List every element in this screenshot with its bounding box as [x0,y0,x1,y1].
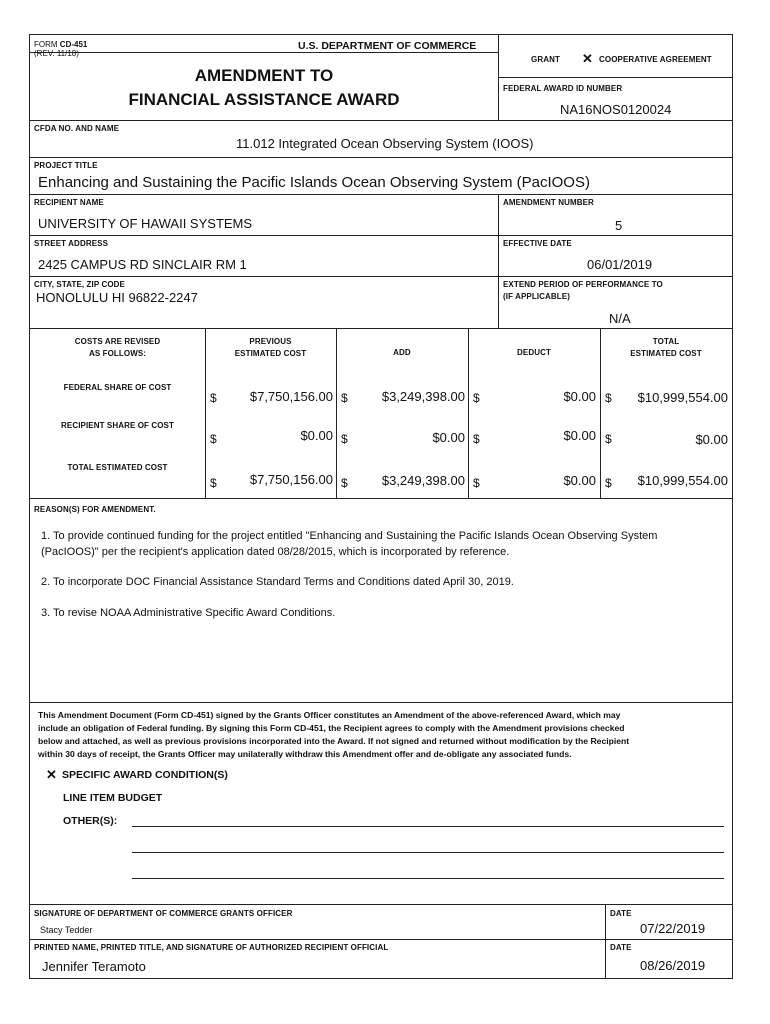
total-total[interactable]: $10,999,554.00 [637,473,728,488]
project-title-value[interactable]: Enhancing and Sustaining the Pacific Islands Ocean Observing System (PacIOOS) [38,174,590,191]
currency-sign: $ [210,391,217,405]
form-number: FORM CD-451 [34,40,88,49]
grants-officer-signature-label: SIGNATURE OF DEPARTMENT OF COMMERCE GRANTS OFFICER [34,909,293,918]
form-title-line2: FINANCIAL ASSISTANCE AWARD [128,90,400,109]
reason-3[interactable]: 3. To revise NOAA Administrative Specific Award Conditions. [41,607,336,619]
currency-sign: $ [341,432,348,446]
currency-sign: $ [473,391,480,405]
currency-sign: $ [341,391,348,405]
recipient-official-label: PRINTED NAME, PRINTED TITLE, AND SIGNATURE OF AUTHORIZED RECIPIENT OFFICIAL [34,943,389,952]
specific-conditions-checkbox-mark[interactable]: ✕ [46,767,57,782]
col-header-revised: COSTS ARE REVISED AS FOLLOWS: [74,337,161,358]
reason-2[interactable]: 2. To incorporate DOC Financial Assistance Standard Terms and Conditions dated April 30, 2019. [41,576,514,588]
col-header-add: ADD [393,348,411,357]
row-label-recipient: RECIPIENT SHARE OF COST [61,421,174,430]
currency-sign: $ [473,476,480,490]
signature-rule [30,939,732,940]
currency-sign: $ [605,432,612,446]
currency-sign: $ [341,476,348,490]
amendment-number-label: AMENDMENT NUMBER [503,198,594,207]
amendment-notice: This Amendment Document (Form CD-451) signed by the Grants Officer constitutes an Amendment of the above-referenced Award, which may include an obligation of Federal funding. By signing this Form CD-451, the Recipient agrees to comply with the Amendment provisions checked below and attached, as well as previous provisions incorporated into the Award. If not signed and returned without modification by the Recipient within 30 days of receipt, the Grants Officer may unilaterally withdraw this Amendment offer and de-obligate any associated funds. [38,710,630,759]
line-item-budget-label: LINE ITEM BUDGET [63,792,163,804]
federal-add[interactable]: $3,249,398.00 [381,389,465,404]
col-header-deduct: DEDUCT [517,348,551,357]
recipient-official-name[interactable]: Jennifer Teramoto [42,959,146,974]
total-previous[interactable]: $7,750,156.00 [249,472,333,487]
extend-period-value[interactable]: N/A [609,311,631,326]
cfda-value[interactable]: 11.012 Integrated Ocean Observing System (IOOS) [236,136,534,151]
reasons-label: REASON(S) FOR AMENDMENT. [34,505,156,514]
currency-sign: $ [473,432,480,446]
federal-total[interactable]: $10,999,554.00 [637,390,728,405]
effective-date-value[interactable]: 06/01/2019 [587,257,653,272]
row-label-federal: FEDERAL SHARE OF COST [63,383,172,392]
effective-date-label: EFFECTIVE DATE [503,239,572,248]
others-label: OTHER(S): [63,815,118,827]
cost-table-bottom-rule [30,498,732,499]
reason-1[interactable]: 1. To provide continued funding for the project entitled "Enhancing and Sustaining the Pacific Islands Ocean Observing System (PacIOOS)" per the recipient's application dated 08/28/2015, which is incorporated by reference. [41,530,658,558]
recipient-name-label: RECIPIENT NAME [34,198,104,207]
recipient-deduct[interactable]: $0.00 [563,428,596,443]
recipient-date-label: DATE [610,943,632,952]
total-add[interactable]: $3,249,398.00 [381,473,465,488]
form-title-line1: AMENDMENT TO [194,66,334,85]
recipient-add[interactable]: $0.00 [432,430,465,445]
recipient-name-value[interactable]: UNIVERSITY OF HAWAII SYSTEMS [38,216,253,231]
conditions-bottom-rule [30,904,732,905]
street-address-label: STREET ADDRESS [34,239,109,248]
currency-sign: $ [210,476,217,490]
currency-sign: $ [605,391,612,405]
reasons-bottom-rule [30,702,732,703]
currency-sign: $ [605,476,612,490]
extend-period-label: EXTEND PERIOD OF PERFORMANCE TO [503,280,663,289]
col-header-previous: PREVIOUS ESTIMATED COST [234,337,307,358]
recipient-total[interactable]: $0.00 [695,432,728,447]
street-address-value[interactable]: 2425 CAMPUS RD SINCLAIR RM 1 [38,257,247,272]
federal-deduct[interactable]: $0.00 [563,389,596,404]
award-id-label: FEDERAL AWARD ID NUMBER [503,84,623,93]
amendment-number-value[interactable]: 5 [615,218,623,233]
grant-label: GRANT [531,55,560,64]
recipient-previous[interactable]: $0.00 [300,428,333,443]
award-id-value[interactable]: NA16NOS0120024 [560,102,672,117]
cfda-label: CFDA NO. AND NAME [34,124,120,133]
others-input-line[interactable] [132,826,724,827]
header-rule [30,52,498,53]
cfda-rule [30,157,732,158]
extend-period-sublabel: (IF APPLICABLE) [503,292,570,301]
federal-previous[interactable]: $7,750,156.00 [249,389,333,404]
city-state-zip-label: CITY, STATE, ZIP CODE [34,280,125,289]
project-title-label: PROJECT TITLE [34,161,98,170]
signature-divider [605,904,606,978]
total-deduct[interactable]: $0.00 [563,473,596,488]
cooperative-checkbox-mark[interactable]: ✕ [582,51,593,66]
grants-officer-name[interactable]: Stacy Tedder [40,925,93,935]
col-header-total: TOTAL ESTIMATED COST [630,337,702,358]
currency-sign: $ [210,432,217,446]
others-input-line[interactable] [132,878,724,879]
city-state-zip-value[interactable]: HONOLULU HI 96822-2247 [36,290,198,305]
recipient-date-value[interactable]: 08/26/2019 [640,958,706,973]
row-label-total: TOTAL ESTIMATED COST [67,463,168,472]
project-rule [30,194,732,195]
specific-conditions-label: SPECIFIC AWARD CONDITION(S) [62,769,228,781]
others-input-line[interactable] [132,852,724,853]
header-bottom-rule [30,120,732,121]
cost-table-top-rule [30,328,732,329]
cooperative-agreement-label: COOPERATIVE AGREEMENT [599,55,712,64]
street-rule [30,276,732,277]
department-name: U.S. DEPARTMENT OF COMMERCE [298,40,477,52]
form-revision: (REV. 11/18) [34,49,79,58]
officer-date-label: DATE [610,909,632,918]
header-rule [498,77,732,78]
officer-date-value[interactable]: 07/22/2019 [640,921,706,936]
recipient-divider [498,194,499,328]
recipient-rule [30,235,732,236]
